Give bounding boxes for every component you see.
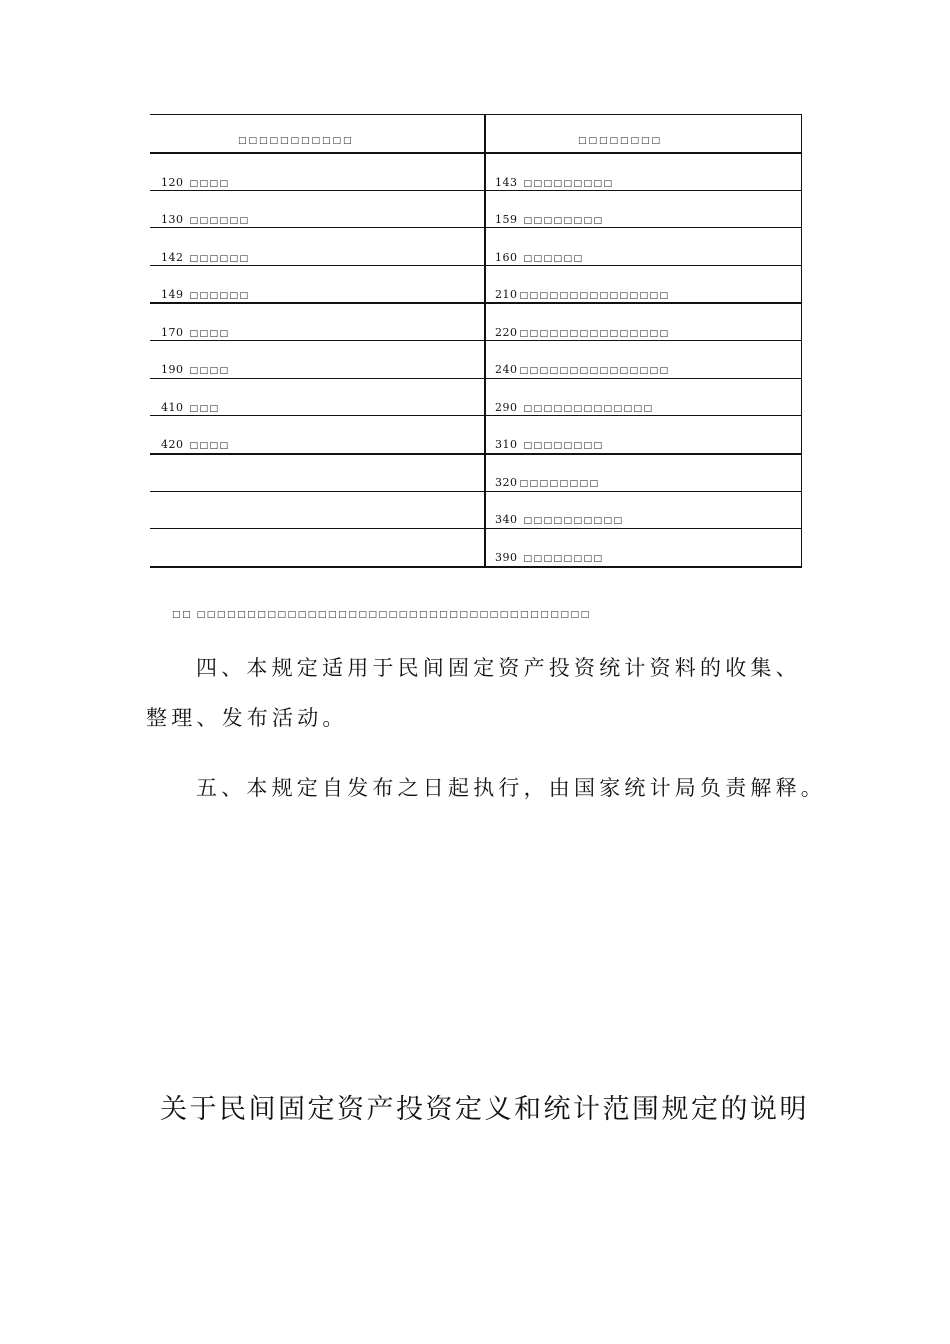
row-name: □□□□□□ bbox=[189, 291, 250, 301]
table-rule bbox=[150, 190, 802, 191]
table-rule bbox=[150, 265, 802, 266]
table-rule bbox=[150, 152, 802, 154]
table-rule bbox=[150, 566, 802, 568]
row-code: 142 bbox=[161, 251, 184, 264]
row-name: □□□□□□□□ bbox=[519, 479, 600, 489]
row-code: 210 bbox=[495, 288, 518, 301]
table-row-right bbox=[495, 326, 670, 339]
row-code: 290 bbox=[495, 401, 518, 414]
left-column-header: □□□□□□□□□□□ bbox=[238, 136, 354, 146]
row-name: □□□□ bbox=[189, 441, 230, 451]
paragraph-5: 五、本规定自发布之日起执行，由国家统计局负责解释。 bbox=[196, 776, 826, 800]
registration-code-table bbox=[150, 114, 802, 568]
row-code: 340 bbox=[495, 513, 518, 526]
row-name: □□□□□□ bbox=[189, 254, 250, 264]
right-column-header: □□□□□□□□ bbox=[578, 136, 663, 146]
table-rule bbox=[150, 302, 802, 304]
table-row-left bbox=[161, 401, 220, 414]
row-name: □□□□□□□□□□□□□ bbox=[523, 404, 654, 414]
table-rule bbox=[150, 491, 802, 492]
table-row-left bbox=[161, 438, 230, 451]
table-row-right bbox=[495, 176, 614, 189]
table-rule bbox=[150, 227, 802, 228]
table-row-left bbox=[161, 363, 230, 376]
row-name: □□□□ bbox=[189, 179, 230, 189]
table-row-left bbox=[161, 288, 250, 301]
table-rule bbox=[150, 453, 802, 455]
row-code: 170 bbox=[161, 326, 184, 339]
row-code: 390 bbox=[495, 551, 518, 564]
table-rule bbox=[150, 114, 802, 115]
table-row-right bbox=[495, 551, 604, 564]
table-row-right bbox=[495, 363, 670, 376]
table-column-divider bbox=[484, 114, 486, 568]
row-code: 160 bbox=[495, 251, 518, 264]
table-row-right bbox=[495, 288, 670, 301]
table-row-left bbox=[161, 251, 250, 264]
row-code: 149 bbox=[161, 288, 184, 301]
table-row-right bbox=[495, 438, 604, 451]
row-name: □□□□ bbox=[189, 329, 230, 339]
table-rule bbox=[150, 528, 802, 529]
row-code: 310 bbox=[495, 438, 518, 451]
row-name: □□□□□□□□□□ bbox=[523, 516, 624, 526]
row-name: □□□□□□ bbox=[523, 254, 584, 264]
paragraph-4-line-1: 四、本规定适用于民间固定资产投资统计资料的收集、 bbox=[196, 656, 801, 680]
row-code: 420 bbox=[161, 438, 184, 451]
row-name: □□□□□□ bbox=[189, 216, 250, 226]
row-code: 130 bbox=[161, 213, 184, 226]
row-code: 410 bbox=[161, 401, 184, 414]
table-rule bbox=[150, 378, 802, 379]
row-code: 220 bbox=[495, 326, 518, 339]
section-title: 关于民间固定资产投资定义和统计范围规定的说明 bbox=[160, 1094, 809, 1125]
table-row-right bbox=[495, 513, 624, 526]
table-row-right bbox=[495, 401, 654, 414]
table-rule bbox=[150, 340, 802, 341]
row-name: □□□□□□□□ bbox=[523, 554, 604, 564]
table-row-left bbox=[161, 176, 230, 189]
row-code: 190 bbox=[161, 363, 184, 376]
row-name: □□□□□□□□□□□□□□□ bbox=[519, 329, 670, 339]
paragraph-4-line-2: 整理、发布活动。 bbox=[146, 706, 348, 730]
row-code: 240 bbox=[495, 363, 518, 376]
row-name: □□□□□□□□□□□□□□□ bbox=[519, 366, 670, 376]
table-row-left bbox=[161, 326, 230, 339]
row-name: □□□□□□□□ bbox=[523, 216, 604, 226]
table-row-right bbox=[495, 476, 600, 489]
table-row-right bbox=[495, 251, 584, 264]
row-name: □□□□□□□□□□□□□□□ bbox=[519, 291, 670, 301]
row-code: 143 bbox=[495, 176, 518, 189]
row-code: 159 bbox=[495, 213, 518, 226]
row-name: □□□ bbox=[189, 404, 220, 414]
row-name: □□□□□□□□ bbox=[523, 441, 604, 451]
row-name: □□□□□□□□□ bbox=[523, 179, 614, 189]
table-rule bbox=[150, 415, 802, 416]
row-code: 120 bbox=[161, 176, 184, 189]
table-row-right bbox=[495, 213, 604, 226]
table-footnote: □□ □□□□□□□□□□□□□□□□□□□□□□□□□□□□□□□□□□□□□□□ bbox=[172, 610, 591, 620]
table-row-left bbox=[161, 213, 250, 226]
table-right-border bbox=[801, 114, 802, 568]
row-name: □□□□ bbox=[189, 366, 230, 376]
row-code: 320 bbox=[495, 476, 518, 489]
